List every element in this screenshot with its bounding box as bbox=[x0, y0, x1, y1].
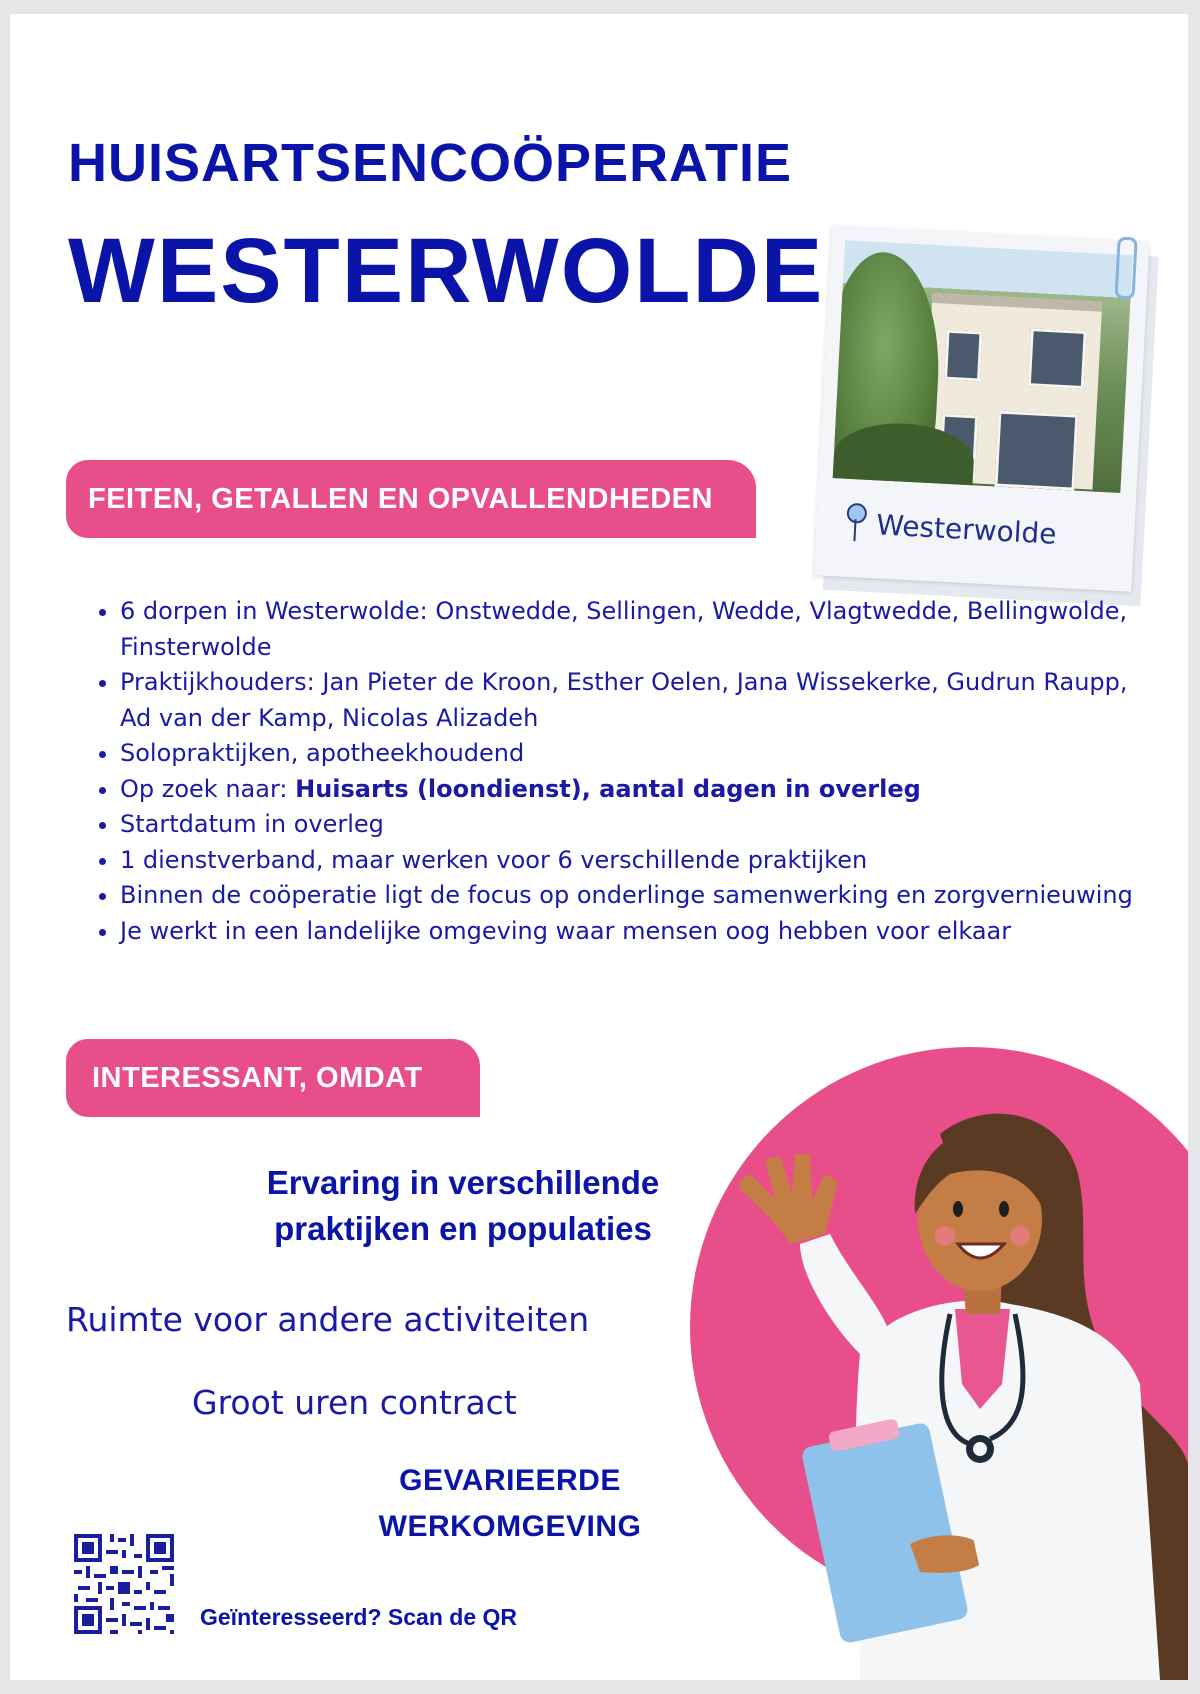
doctor-illustration bbox=[740, 1104, 1188, 1680]
title-line-1: HUISARTSENCOÖPERATIE bbox=[68, 133, 793, 193]
polaroid-photo bbox=[813, 226, 1164, 613]
qr-code[interactable] bbox=[70, 1530, 178, 1638]
benefit-experience-line1: Ervaring in verschillende bbox=[266, 1164, 660, 1201]
list-item: • 6 dorpen in Westerwolde: Onstwedde, Sellingen, Wedde, Vlagtwedde, Bellingwolde, Finsterwolde bbox=[120, 594, 1140, 665]
list-item-search bbox=[120, 772, 1140, 808]
facts-heading-label: FEITEN, GETALLEN EN OPVALLENDHEDEN bbox=[88, 482, 713, 515]
list-item: • Solopraktijken, apotheekhoudend bbox=[120, 736, 1140, 772]
list-item: • Startdatum in overleg bbox=[120, 807, 1140, 843]
facts-heading bbox=[66, 460, 756, 538]
paperclip-icon bbox=[1114, 237, 1137, 300]
facts-list bbox=[80, 594, 1140, 949]
location-pin-icon bbox=[846, 503, 867, 524]
benefit-contract: Groot uren contract bbox=[192, 1383, 517, 1422]
interest-heading-label: INTERESSANT, OMDAT bbox=[92, 1061, 423, 1094]
benefit-environment-line1: GEVARIEERDE bbox=[399, 1464, 621, 1497]
photo-caption: Westerwolde bbox=[875, 508, 1058, 551]
benefit-environment-line2: WERKOMGEVING bbox=[378, 1510, 642, 1543]
qr-caption: Geïnteresseerd? Scan de QR bbox=[200, 1604, 518, 1630]
interest-heading bbox=[66, 1039, 480, 1117]
search-prefix: Op zoek naar: bbox=[120, 774, 296, 803]
benefit-room: Ruimte voor andere activiteiten bbox=[66, 1300, 590, 1339]
benefit-environment bbox=[350, 1458, 670, 1550]
building-photo bbox=[833, 240, 1133, 493]
benefit-experience bbox=[228, 1160, 698, 1252]
flyer-page bbox=[10, 14, 1188, 1680]
search-position: Huisarts (loondienst), aantal dagen in overleg bbox=[295, 774, 921, 803]
benefit-experience-line2: praktijken en populaties bbox=[274, 1210, 652, 1247]
list-item: • Praktijkhouders: Jan Pieter de Kroon, Esther Oelen, Jana Wissekerke, Gudrun Raupp, Ad van der Kamp, Nicolas Alizadeh bbox=[120, 665, 1140, 736]
list-item: • Je werkt in een landelijke omgeving waar mensen oog hebben voor elkaar bbox=[120, 914, 1140, 950]
title-line-2: WESTERWOLDE bbox=[68, 220, 825, 322]
list-item: • 1 dienstverband, maar werken voor 6 verschillende praktijken bbox=[120, 843, 1140, 879]
list-item: • Binnen de coöperatie ligt de focus op onderlinge samenwerking en zorgvernieuwing bbox=[120, 878, 1140, 914]
